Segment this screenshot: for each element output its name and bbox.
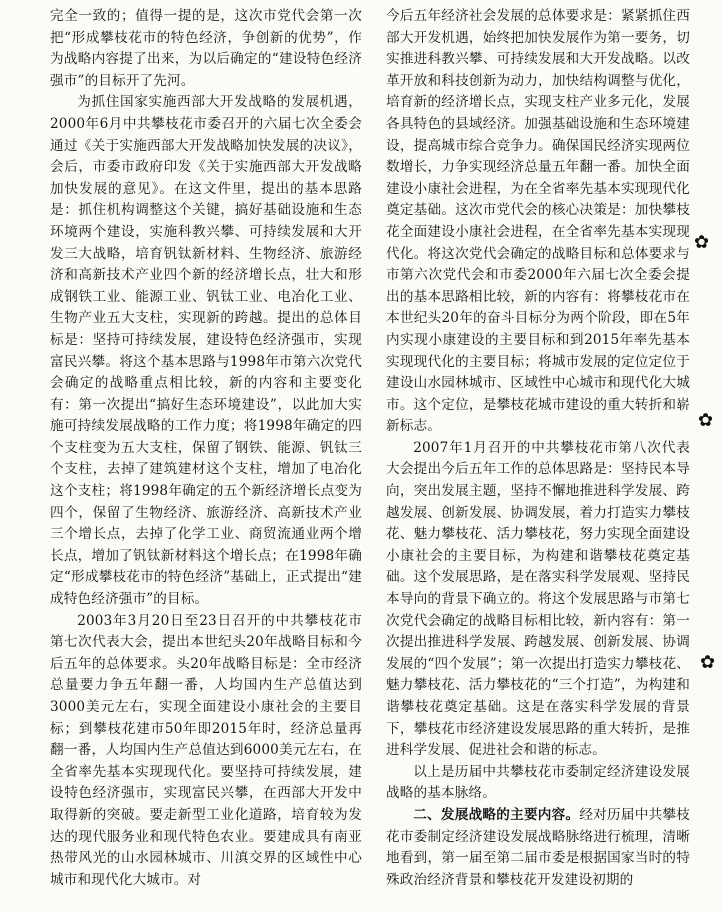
paragraph-body: 经对历届中共攀枝花市委制定经济建设发展战略脉络进行梳理，清晰地看到，第一届至第二届市委是根据国家当时的特殊政治经济背景和攀枝花开发建设初期的 bbox=[386, 806, 690, 888]
binding-hole-icon: ✿ bbox=[698, 410, 714, 431]
paragraph: 完全一致的；值得一提的是，这次市党代会第一次把“形成攀枝花市的特色经济，争创新的优势”，作为战略内容提了出来，为以后确定的“建设特色经济强市”的目标开了先河。 bbox=[50, 8, 362, 89]
paragraph: 2003年3月20日至23日召开的中共攀枝花市第七次代表大会，提出本世纪头20年战略目标和今后五年的总体要求。头20年战略目标是：全市经济总量要力争五年翻一番，人均国内生产总值达到3000美元左右，实现全面建设小康社会的主要目标；到攀枝花建市50年即2015年时，经济总量再翻一番，人均国内生产总值达到6000美元左右，在全省率先基本实现现代化。要坚持可持续发展，建设特色经济强市，实现富民兴攀，在西部大开发中取得新的突破。要走新型工业化道路，培育较为发达的现代服务业和现代特色农业。要建成具有南亚热带风光的山水园林城市、川滇交界的区域性中心城市和现代化大城市。对 bbox=[50, 612, 362, 888]
paragraph: 以上是历届中共攀枝花市委制定经济建设发展战略的基本脉络。 bbox=[386, 763, 690, 802]
binding-hole-icon: ✿ bbox=[694, 232, 710, 253]
left-column bbox=[50, 6, 362, 891]
paragraph bbox=[386, 805, 690, 891]
paragraph: 今后五年经济社会发展的总体要求是：紧紧抓住西部大开发机遇，始终把加快发展作为第一要务，切实推进科教兴攀、可持续发展和大开发战略。以改革开放和科技创新为动力，加快结构调整与优化，培育新的经济增长点，实现支柱产业多元化，发展各具特色的县域经济。加强基础设施和生态环境建设，提高城市综合竞争力。确保国民经济实现两位数增长，力争实现经济总量五年翻一番。加快全面建设小康社会进程，为在全省率先基本实现现代化奠定基础。这次市党代会的核心决策是：加快攀枝花全面建设小康社会进程，在全省率先基本实现现代化。将这次党代会确定的战略目标和总体要求与市第六次党代会和市委2000年六届七次全委会提出的基本思路相比较，新的内容有：将攀枝花市在本世纪头20年的奋斗目标分为两个阶段，即在5年内实现小康建设的主要目标和到2015年率先基本实现现代化的主要目标；将城市发展的定位定位于建设山水园林城市、区域性中心城市和现代化大城市。这个定位，是攀枝花城市建设的重大转折和崭新标志。 bbox=[386, 8, 690, 435]
section-heading: 二、发展战略的主要内容。 bbox=[413, 806, 580, 823]
binding-hole-icon: ✿ bbox=[700, 652, 716, 673]
paragraph: 2007年1月召开的中共攀枝花市第八次代表大会提出今后五年工作的总体思路是：坚持民本导向，突出发展主题，坚持不懈地推进科学发展、跨越发展、创新发展、协调发展，着力打造实力攀枝花、魅力攀枝花、活力攀枝花，努力实现全面建设小康社会的主要目标，为构建和谐攀枝花奠定基础。这个发展思路，是在落实科学发展观、坚持民本导向的背景下确立的。将这个发展思路与市第七次党代会确定的战略目标相比较，新内容有：第一次提出推进科学发展、跨越发展、创新发展、协调发展的“四个发展”；第一次提出打造实力攀枝花、魅力攀枝花、活力攀枝花的“三个打造”，为构建和谐攀枝花奠定基础。这是在落实科学发展的背景下，攀枝花市经济建设发展思路的重大转折，是推进科学发展、促进社会和谐的标志。 bbox=[386, 439, 690, 759]
paragraph: 为抓住国家实施西部大开发战略的发展机遇，2000年6月中共攀枝花市委召开的六届七次全委会通过《关于实施西部大开发战略加快发展的决议》，会后，市委市政府印发《关于实施西部大开发战略加快发展的意见》。在这文件里，提出的基本思路是：抓住机构调整这个关键，搞好基础设施和生态环境两个建设，实施科教兴攀、可持续发展和大开发三大战略，培育钒钛新材料、生物经济、旅游经济和高新技术产业四个新的经济增长点，壮大和形成钢铁工业、能源工业、钒钛工业、电冶化工业、生物产业五大支柱，实现新的跨越。提出的总体目标是：坚持可持续发展，建设特色经济强市，实现富民兴攀。将这个基本思路与1998年市第六次党代会确定的战略重点相比较，新的内容和主要变化有：第一次提出“搞好生态环境建设”，以此加大实施可持续发展战略的工作力度；将1998年确定的四个支柱变为五大支柱，保留了钢铁、能源、钒钛三个支柱，去掉了建筑建材这个支柱，增加了电冶化这个支柱；将1998年确定的五个新经济增长点变为四个，保留了生物经济、旅游经济、高新技术产业三个增长点，去掉了化学工业、商贸流通业两个增长点，增加了钒钛新材料这个增长点；在1998年确定“形成攀枝花市的特色经济”基础上，正式提出“建成特色经济强市”的目标。 bbox=[50, 94, 362, 608]
right-column bbox=[386, 6, 690, 891]
